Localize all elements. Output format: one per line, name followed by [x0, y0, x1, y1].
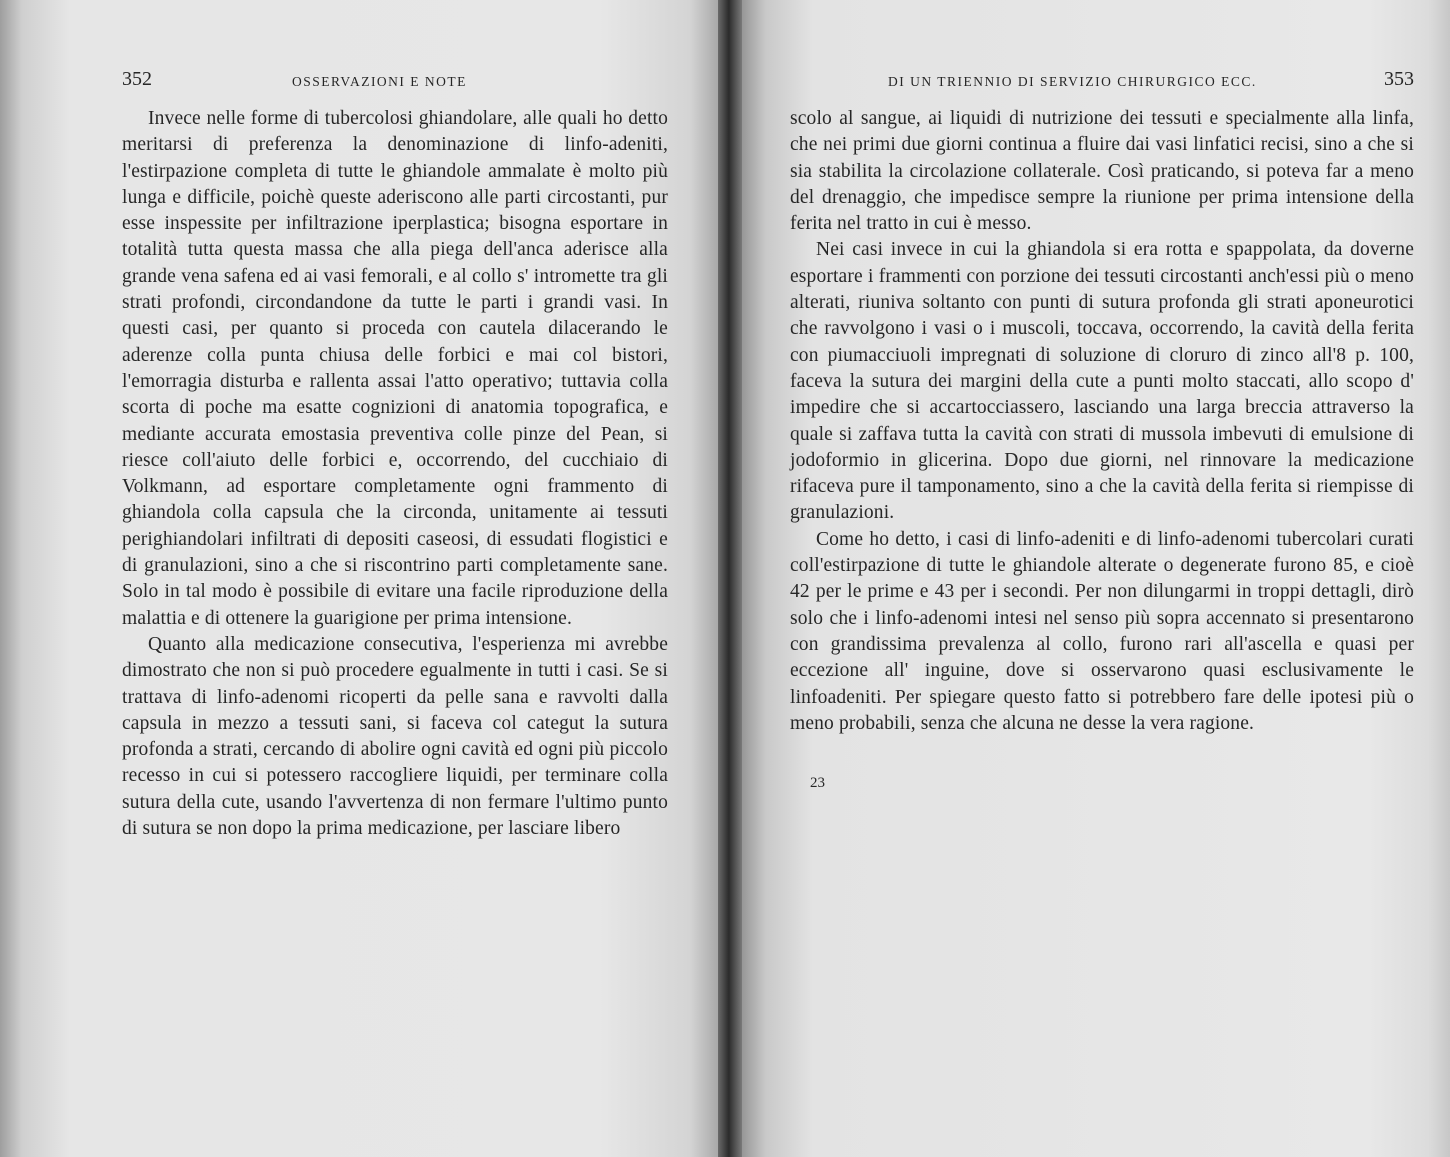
left-running-title: OSSERVAZIONI E NOTE — [292, 74, 467, 89]
signature-mark: 23 — [810, 775, 825, 792]
right-paragraph-2: Nei casi invece in cui la ghiandola si era rotta e spappolata, da doverne esportare i frammenti con porzione dei tessuti circostanti anch'essi più o meno alterati, riuniva soltanto con punti di sutura profonda gli strati aponeurotici che ravvolgono i vasi o i muscoli, toccava, occorrendo, la cavità della ferita con piumacciuoli impregnati di soluzione di cloruro di zinco all'8 p. 100, faceva la sutura dei margini della cute a punti molto staccati, allo scopo d' impedire che si accartocciassero, lasciando una larga breccia attraverso la quale si zaffava tutta la cavità con strati di mussola imbevuti di emulsione di jodoformio in glicerina. Dopo due giorni, nel rinnovare la medicazione rifaceva pure il tamponamento, sino a che la cavità della ferita si riempisse di granulazioni. — [790, 239, 1414, 524]
right-page — [728, 0, 1450, 1157]
book-gutter — [718, 0, 742, 1157]
left-body-text — [122, 106, 668, 842]
left-paragraph-1: Invece nelle forme di tubercolosi ghiandolare, alle quali ho detto meritarsi di preferenza la denominazione di linfo-adeniti, l'estirpazione completa di tutte le ghiandole ammalate è molto più lunga e difficile, poichè queste aderiscono alle parti circostanti, pur esse inspessite per infiltrazione iperplastica; bisogna esportare in totalità tutta questa massa che alla piega dell'anca aderisce alla grande vena safena ed ai vasi femorali, e al collo s' intromette tra gli strati profondi, circondandone da tutte le parti i grandi vasi. In questi casi, per quanto si proceda con cautela dilacerando le aderenze colla punta chiusa delle forbici e mai col bistori, l'emorragia disturba e rallenta assai l'atto operativo; tuttavia colla scorta di poche ma esatte cognizioni di anatomia topografica, e mediante accurata emostasia preventiva colle pinze del Pean, si riesce coll'aiuto delle forbici e, occorrendo, del cucchiaio di Volkmann, ad esportare completamente ogni frammento di ghiandola colla capsula che la circonda, unitamente ai tessuti perighiandolari infiltrati di depositi caseosi, di essudati flogistici e di granulazioni, sino a che si riscontrino parti completamente sane. Solo in tal modo è possibile di evitare una facile riproduzione della malattia e di ottenere la guarigione per prima intensione. — [122, 108, 668, 629]
right-running-title: DI UN TRIENNIO DI SERVIZIO CHIRURGICO ECC. — [888, 74, 1257, 89]
right-paragraph-1: scolo al sangue, ai liquidi di nutrizione dei tessuti e specialmente alla linfa, che nei primi due giorni continua a fluire dai vasi linfatici recisi, sino a che si sia stabilita la circolazione collaterale. Così praticando, si poteva far a meno del drenaggio, che impedisce sempre la riunione per prima intensione della ferita nel tratto in cui è messo. — [790, 108, 1414, 235]
right-body-text — [790, 106, 1414, 737]
right-paragraph-3: Come ho detto, i casi di linfo-adeniti e di linfo-adenomi tubercolari curati coll'estirpazione di tutte le ghiandole alterate o degenerate furono 85, e cioè 42 per le prime e 43 per i secondi. Per non dilungarmi in troppi dettagli, dirò solo che i linfo-adenomi intesi nel senso più sopra accennato si presentarono con grandissima prevalenza al collo, furono rari all'ascella e quasi per eccezione all' inguine, dove si osservarono quasi esclusivamente le linfoadeniti. Per spiegare questo fatto si potrebbero fare delle ipotesi più o meno probabili, senza che alcuna ne desse la vera ragione. — [790, 528, 1414, 734]
right-running-head — [790, 68, 1414, 106]
left-page-number: 352 — [122, 68, 152, 90]
right-page-number: 353 — [1384, 68, 1414, 90]
left-paragraph-2: Quanto alla medicazione consecutiva, l'esperienza mi avrebbe dimostrato che non si può procedere egualmente in tutti i casi. Se si trattava di linfo-adenomi ricoperti da pelle sana e ravvolti dalla capsula in mezzo a tessuti sani, si faceva col categut la sutura profonda a strati, cercando di abolire ogni cavità ed ogni più piccolo recesso in cui si potessero raccogliere liquidi, per terminare colla sutura della cute, usando l'avvertenza di non fermare l'ultimo punto di sutura se non dopo la prima medicazione, per lasciare libero — [122, 633, 668, 840]
left-running-head — [122, 68, 668, 106]
